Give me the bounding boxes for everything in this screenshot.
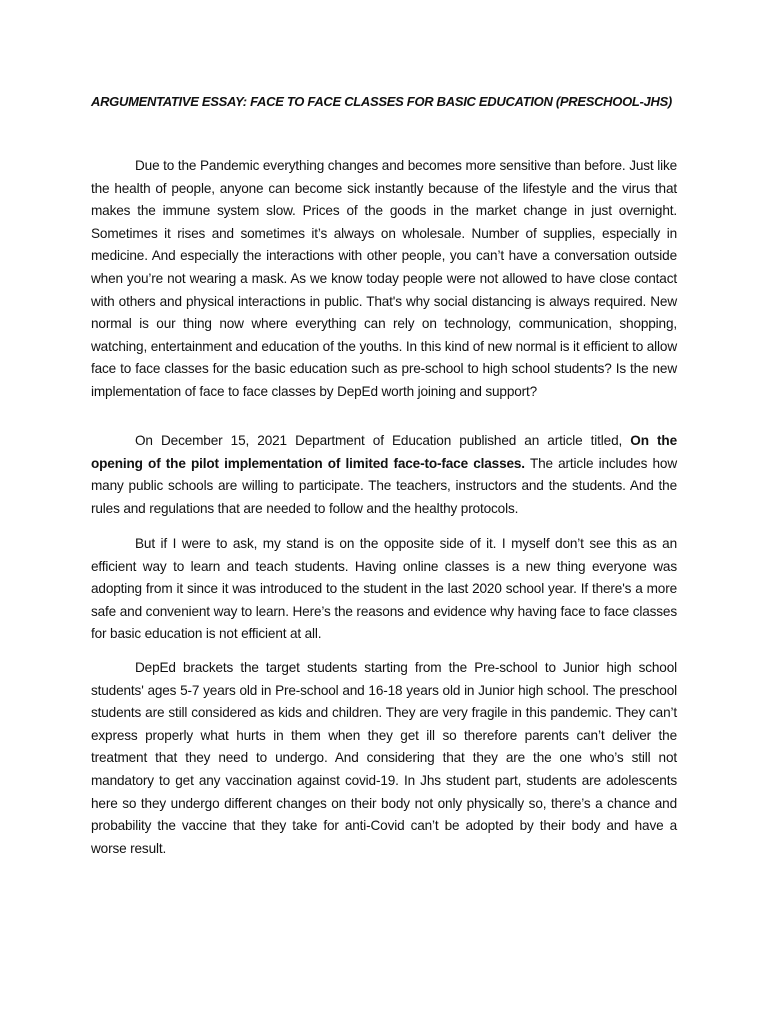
article-title-bold: On the opening of the pilot implementation of limited face-to-face classes. (91, 433, 677, 471)
paragraph-lead-text: On December 15, 2021 Department of Education published an article titled, (135, 433, 623, 448)
essay-title: ARGUMENTATIVE ESSAY: FACE TO FACE CLASSES FOR BASIC EDUCATION (PRESCHOOL-JHS) (91, 94, 672, 109)
paragraph-target-students: DepEd brackets the target students starting from the Pre-school to Junior high school students' ages 5-7 years old in Pre-school and 16-18 years old in Junior high school. The preschool students are still considered as kids and children. They are very fragile in this pandemic. They can’t express properly what hurts in them when they get ill so therefore parents can’t deliver the treatment that they need to undergo. And considering that they are the one who’s still not mandatory to get any vaccination against covid-19. In Jhs student part, students are adolescents here so they undergo different changes on their body not only physically so, there’s a chance and probability the vaccine that they take for anti-Covid can’t be adopted by their body and have a worse result. (91, 660, 677, 856)
paragraph-stand: But if I were to ask, my stand is on the opposite side of it. I myself don’t see this as an efficient way to learn and teach students. Having online classes is a new thing everyone was adopting from it since it was introduced to the student in the last 2020 school year. If there's a more safe and convenient way to learn. Here’s the reasons and evidence why having face to face classes for basic education is not efficient at all. (91, 536, 677, 642)
paragraph-rest-text: The article includes how many public schools are willing to participate. The teachers, instructors and the students. And the rules and regulations that are needed to follow and the healthy protocols. (91, 455, 677, 516)
paragraph-pandemic: Due to the Pandemic everything changes and becomes more sensitive than before. Just like the health of people, anyone can become sick instantly because of the lifestyle and the virus that makes the immune system slow. Prices of the goods in the market change in just overnight. Sometimes it rises and sometimes it’s always on wholesale. Number of supplies, especially in medicine. And especially the interactions with other people, you can’t have a conversation outside when you’re not wearing a mask. As we know today people were not allowed to have close contact with others and physical interactions in public. That's why social distancing is always required. New normal is our thing now where everything can rely on technology, communication, shopping, watching, entertainment and education of the youths. In this kind of new normal is it efficient to allow face to face classes for the basic education such as pre-school to high school students? Is the new implementation of face to face classes by DepEd worth joining and support? (91, 158, 677, 399)
paragraph-deped-article (91, 430, 677, 520)
